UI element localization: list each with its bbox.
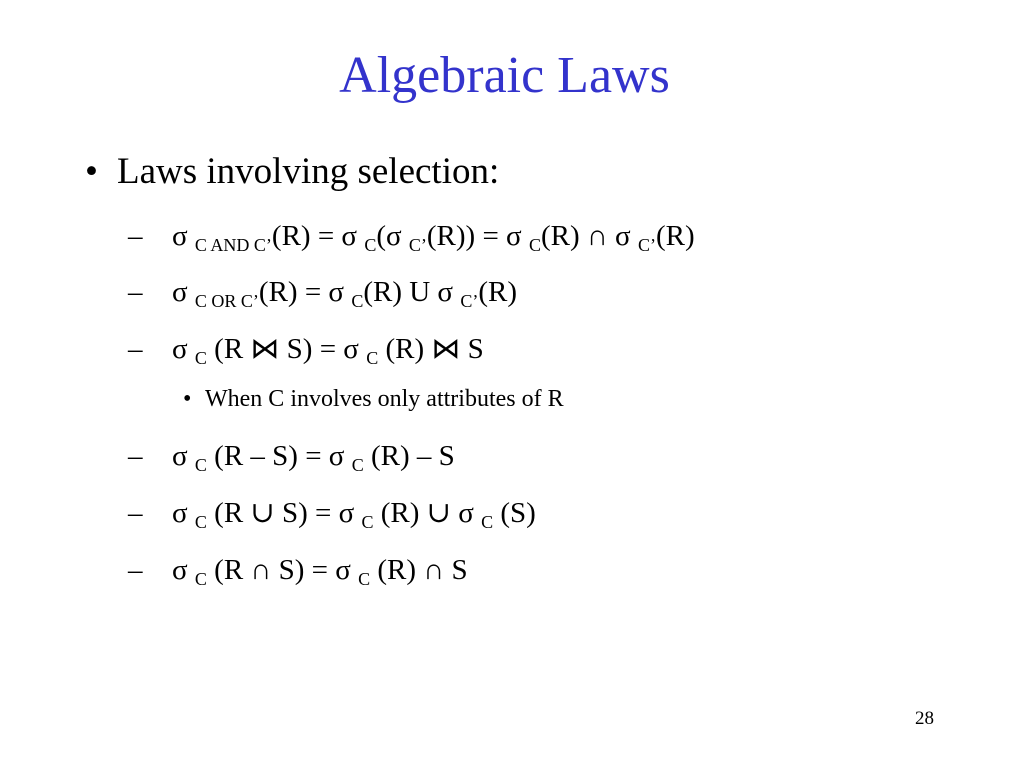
law-text: σ: [172, 554, 195, 586]
dash-marker: –: [128, 276, 143, 308]
law-text: (R) – S: [363, 440, 455, 472]
law-subscript: C’: [460, 291, 479, 311]
law-subscript: C: [481, 512, 494, 532]
note-text: When C involves only attributes of R: [205, 386, 564, 412]
law-text: (R) ∩ σ: [540, 220, 638, 252]
law-text: σ: [172, 276, 195, 308]
law-subscript: C OR C’: [194, 291, 259, 311]
law-subscript: C: [351, 291, 364, 311]
law-subscript: C’: [637, 235, 656, 255]
page-number: 28: [915, 708, 934, 729]
law-subscript: C: [194, 455, 207, 475]
law-selection-union: [128, 495, 536, 531]
bullet-text: Laws involving selection:: [117, 151, 500, 192]
law-subscript: C’: [408, 235, 427, 255]
law-text: σ: [172, 497, 195, 529]
law-subscript: C: [358, 569, 371, 589]
law-selection-or: [128, 274, 517, 310]
law-selection-difference: [128, 438, 455, 474]
law-text: (R)) = σ: [426, 220, 529, 252]
dash-marker: –: [128, 554, 143, 586]
law-text: (R ⋈ S) = σ: [206, 333, 367, 365]
law-subscript: C: [194, 512, 207, 532]
law-text: (R) = σ: [271, 220, 365, 252]
law-subscript: C: [351, 455, 364, 475]
law-selection-intersection: [128, 552, 468, 588]
law-selection-and: [128, 218, 695, 254]
law-text: (R – S) = σ: [206, 440, 352, 472]
law-join-note: [183, 384, 564, 414]
law-text: (R): [478, 276, 517, 308]
law-text: (R): [655, 220, 695, 252]
law-text: (R) U σ: [363, 276, 461, 308]
sub-bullet-marker: •: [183, 386, 192, 412]
law-text: (R) ∪ σ: [373, 497, 482, 529]
law-subscript: C: [366, 348, 379, 368]
law-text: (R ∪ S) = σ: [206, 497, 362, 529]
law-subscript: C: [194, 348, 207, 368]
law-subscript: C: [528, 235, 541, 255]
dash-marker: –: [128, 440, 143, 472]
bullet-marker: •: [85, 151, 98, 192]
law-text: σ: [172, 333, 195, 365]
law-text: (σ: [376, 220, 409, 252]
dash-marker: –: [128, 220, 143, 252]
dash-marker: –: [128, 497, 143, 529]
law-subscript: C AND C’: [194, 235, 272, 255]
law-selection-join: [128, 331, 484, 367]
bullet-laws-involving-selection: [85, 150, 499, 194]
law-text: (R) ∩ S: [370, 554, 468, 586]
law-subscript: C: [364, 235, 377, 255]
law-text: (S): [493, 497, 536, 529]
law-subscript: C: [361, 512, 374, 532]
dash-marker: –: [128, 333, 143, 365]
law-text: (R) = σ: [258, 276, 352, 308]
law-text: σ: [172, 220, 195, 252]
law-text: (R) ⋈ S: [378, 333, 484, 365]
law-text: σ: [172, 440, 195, 472]
law-subscript: C: [194, 569, 207, 589]
slide-title: Algebraic Laws: [339, 47, 670, 104]
law-text: (R ∩ S) = σ: [206, 554, 359, 586]
